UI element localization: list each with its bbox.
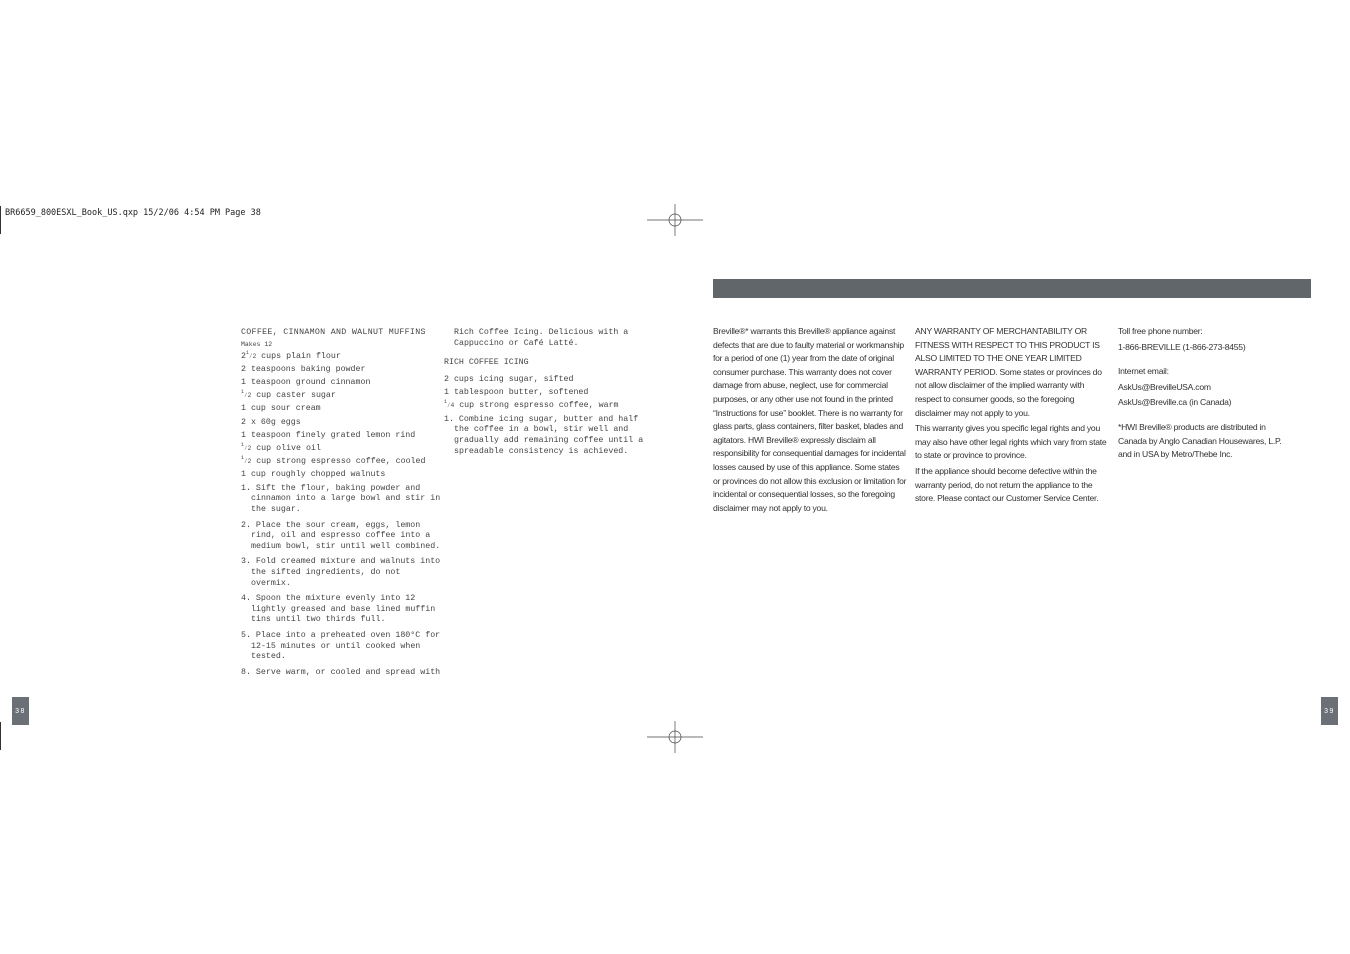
crop-mark-top-left [0, 206, 1, 234]
method-step: 5. Place into a preheated oven 180°C for 12-15 minutes or until cooked when tested. [241, 631, 441, 662]
ingredient-item: $^1$⁄2 cup caster sugar [241, 389, 336, 401]
ingredient-item: 2 x 60g eggs [241, 417, 301, 427]
email-label: Internet email: [1118, 366, 1169, 377]
service-center-text: If the appliance should become defective within the warranty period, do not return the appliance to the store. Please contact our Customer Service Center. [915, 465, 1099, 504]
icing-ingredient-item: 2 cups icing sugar, sifted [444, 374, 574, 384]
fraction: $^1$⁄2 [241, 442, 252, 452]
step-continued-text: Rich Coffee Icing. Delicious with a Cappuccino or Café Latté. [454, 328, 629, 348]
registration-mark-bottom [647, 721, 703, 753]
registration-mark-top [647, 204, 703, 236]
phone-label: Toll free phone number: [1118, 326, 1203, 336]
contact-column [1118, 325, 1288, 464]
warranty-text: Breville®* warrants this Breville® appliance against defects that are due to faulty material or workmanship for a period of one (1) year from the date of original consumer purchase. This warranty does not cover damage from abuse, neglect, use for commercial purposes, or any other use not found in the printed “Instructions for use” booklet. There is no warranty for glass parts, glass containers, filter basket, blades and agitators. HWI Breville® expressly disclaim all responsibility for consequential damages for incidental losses caused by use of this appliance. Some states or provinces do not allow this exclusion or limitation for incidental or consequential losses, so the foregoing disclaimer may not apply to you. [713, 326, 907, 513]
email-canada[interactable]: AskUs@Breville.ca (in Canada) [1118, 397, 1232, 408]
distributor-footnote: *HWI Breville® products are distributed in Canada by Anglo Canadian Housewares, L.P. and in USA by Metro/Thebe Inc. [1118, 421, 1282, 460]
ingredient-item: $2^1⁄2$ cups plain flour [241, 349, 341, 361]
section-header-bar [713, 279, 1311, 298]
warranty-column-2 [915, 325, 1110, 508]
recipe-column-1 [241, 328, 441, 683]
recipe-column-2 [444, 328, 644, 462]
icing-ingredient-list [444, 375, 644, 412]
icing-ingredient-item: 1 tablespoon butter, softened [444, 387, 589, 397]
icing-method-step: 1. Combine icing sugar, butter and half the coffee in a bowl, stir well and gradually add remaining coffee until a spreadable consistency is achieved. [444, 414, 644, 456]
recipe-title: COFFEE, CINNAMON AND WALNUT MUFFINS [241, 328, 426, 337]
page-number-left: 38 [12, 697, 29, 725]
legal-rights-text: This warranty gives you specific legal rights and you may also have other legal rights which vary from state to state or province to province. [915, 423, 1107, 461]
merchantability-text: ANY WARRANTY OF MERCHANTABILITY OR FITNESS WITH RESPECT TO THIS PRODUCT IS ALSO LIMITED TO THE ONE YEAR LIMITED WARRANTY PERIOD. Some states or provinces do not allow disclaimer of the implied warranty with respect to consumer goods, so the foregoing disclaimer may not apply to you. [915, 326, 1102, 418]
method-step: 2. Place the sour cream, eggs, lemon rind, oil and espresso coffee into a medium bowl, stir until well combined. [241, 520, 441, 551]
phone-number[interactable]: 1-866-BREVILLE (1-866-273-8455) [1118, 341, 1246, 352]
fraction: $^1$⁄2 [241, 455, 252, 466]
ingredient-list [241, 349, 441, 481]
email-us[interactable]: AskUs@BrevilleUSA.com [1118, 381, 1211, 392]
fraction: $^1$⁄2 [241, 389, 252, 400]
warranty-column-1 [713, 325, 908, 517]
ingredient-item: $^1$⁄2 cup strong espresso coffee, cooled [241, 455, 426, 467]
ingredient-item: 1 teaspoon ground cinnamon [241, 377, 371, 387]
method-step: 8. Serve warm, or cooled and spread with [241, 667, 441, 677]
ingredient-item: 1 cup roughly chopped walnuts [241, 470, 386, 480]
method-step: 3. Fold creamed mixture and walnuts into the sifted ingredients, do not overmix. [241, 557, 441, 588]
method-step: 4. Spoon the mixture evenly into 12 lightly greased and base lined muffin tins until two thirds full. [241, 594, 436, 625]
method-steps [241, 484, 441, 679]
method-step: 1. Sift the flour, baking powder and cinnamon into a large bowl and stir in the sugar. [241, 483, 441, 515]
fraction: $^1$⁄2 [245, 349, 257, 360]
ingredient-item: $^1$⁄2 cup olive oil [241, 442, 321, 453]
recipe-yield: Makes 12 [241, 340, 273, 348]
page-number-right: 39 [1321, 697, 1338, 725]
icing-ingredient-item: $^1$⁄4 cup strong espresso coffee, warm [444, 399, 619, 411]
ingredient-item: 1 teaspoon finely grated lemon rind [241, 430, 416, 440]
icing-title: RICH COFFEE ICING [444, 358, 529, 368]
ingredient-item: 1 cup sour cream [241, 404, 321, 414]
icing-method-steps [444, 415, 644, 457]
fraction: $^1$⁄4 [444, 399, 455, 410]
ingredient-item: 2 teaspoons baking powder [241, 364, 366, 374]
crop-mark-bottom-left [0, 722, 1, 750]
print-slug-line: BR6659_800ESXL_Book_US.qxp 15/2/06 4:54 PM Page 38 [5, 208, 261, 218]
